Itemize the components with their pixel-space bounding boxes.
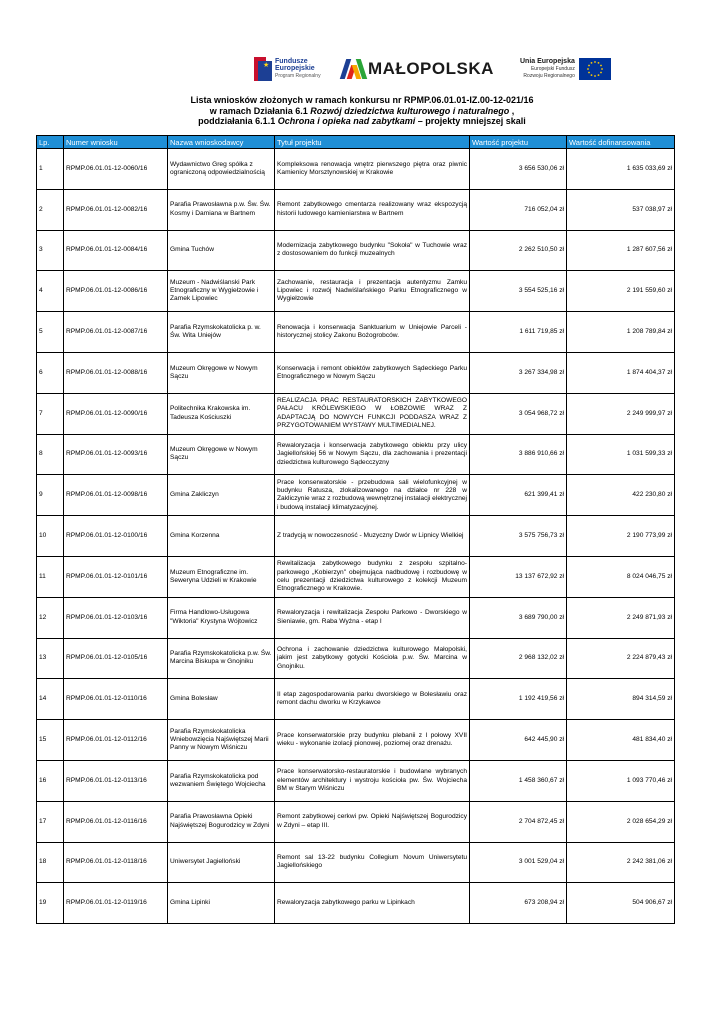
cell-lp: 10: [37, 516, 64, 557]
cell-tytul-projektu: Prace konserwatorsko-restauratorskie i budowlane wybranych elementów architektury i wystroju kościoła pw. Św. Wojciecha BM w Starym Wiśniczu: [275, 760, 470, 801]
cell-tytul-projektu: Remont sal 13-22 budynku Collegium Novum Uniwersytetu Jagiellońskiego: [275, 842, 470, 883]
ue-line3: Rozwoju Regionalnego: [523, 72, 575, 79]
cell-tytul-projektu: Z tradycją w nowoczesność - Muzyczny Dwór w Lipnicy Wielkiej: [275, 516, 470, 557]
cell-wartosc-dofinansowania: 1 287 607,56 zł: [567, 230, 675, 271]
table-header-row: [37, 136, 675, 149]
cell-wnioskodawca: Muzeum - Nadwiślanski Park Etnograficzny w Wygiełzowie i Zamek Lipowiec: [168, 271, 275, 312]
cell-wnioskodawca: Muzeum Okręgowe w Nowym Sączu: [168, 352, 275, 393]
cell-lp: 17: [37, 801, 64, 842]
table-row: [37, 475, 675, 516]
cell-lp: 6: [37, 352, 64, 393]
cell-wartosc-projektu: 3 054 968,72 zł: [470, 393, 567, 434]
fe-line2: Europejskie: [275, 65, 315, 73]
cell-wartosc-projektu: 1 192 419,56 zł: [470, 679, 567, 720]
cell-wartosc-dofinansowania: 1 635 033,69 zł: [567, 149, 675, 190]
cell-numer-wniosku: RPMP.06.01.01-12-0084/16: [64, 230, 168, 271]
cell-tytul-projektu: Kompleksowa renowacja wnętrz pierwszego piętra oraz piwnic Kamienicy Morsztynowskiej w Krakowie: [275, 149, 470, 190]
cell-tytul-projektu: Modernizacja zabytkowego budynku "Sokoła" w Tuchowie wraz z dostosowaniem do funkcji muzealnych: [275, 230, 470, 271]
malopolska-logo: [342, 56, 494, 82]
table-row: [37, 883, 675, 924]
table-row: [37, 720, 675, 761]
cell-wnioskodawca: Firma Handlowo-Usługowa "Wiktoria" Krystyna Wójtowicz: [168, 597, 275, 638]
cell-wartosc-dofinansowania: 2 249 999,97 zł: [567, 393, 675, 434]
cell-wnioskodawca: Gmina Korzenna: [168, 516, 275, 557]
table-row: [37, 434, 675, 475]
cell-numer-wniosku: RPMP.06.01.01-12-0105/16: [64, 638, 168, 679]
cell-wartosc-dofinansowania: 1 093 770,46 zł: [567, 760, 675, 801]
cell-numer-wniosku: RPMP.06.01.01-12-0101/16: [64, 556, 168, 597]
table-row: [37, 842, 675, 883]
malopolska-text: MAŁOPOLSKA: [368, 59, 494, 78]
cell-wartosc-projektu: 2 968 132,02 zł: [470, 638, 567, 679]
cell-wartosc-dofinansowania: 2 028 654,29 zł: [567, 801, 675, 842]
table-row: [37, 352, 675, 393]
cell-wartosc-projektu: 3 575 756,73 zł: [470, 516, 567, 557]
fundusze-europejskie-logo: [254, 54, 321, 84]
table-row: [37, 801, 675, 842]
cell-lp: 8: [37, 434, 64, 475]
cell-lp: 18: [37, 842, 64, 883]
cell-wartosc-projektu: 642 445,90 zł: [470, 720, 567, 761]
cell-numer-wniosku: RPMP.06.01.01-12-0103/16: [64, 597, 168, 638]
cell-numer-wniosku: RPMP.06.01.01-12-0087/16: [64, 312, 168, 353]
cell-wnioskodawca: Parafia Rzymskokatolicka p.w. Św. Marcina Biskupa w Gnojniku: [168, 638, 275, 679]
cell-wnioskodawca: Gmina Bolesław: [168, 679, 275, 720]
cell-wartosc-projektu: 2 262 510,50 zł: [470, 230, 567, 271]
cell-numer-wniosku: RPMP.06.01.01-12-0119/16: [64, 883, 168, 924]
cell-lp: 14: [37, 679, 64, 720]
cell-wnioskodawca: Parafia Prawosławna p.w. Św. Św. Kosmy i Damiana w Bartnem: [168, 189, 275, 230]
cell-numer-wniosku: RPMP.06.01.01-12-0093/16: [64, 434, 168, 475]
cell-lp: 13: [37, 638, 64, 679]
cell-tytul-projektu: Remont zabytkowej cerkwi pw. Opieki Najświętszej Bogurodzicy w Zdyni – etap III.: [275, 801, 470, 842]
header-wartosc-dofinansowania: Wartość dofinansowania: [567, 136, 675, 149]
eu-flag-icon: [579, 58, 611, 80]
table-row: [37, 760, 675, 801]
cell-wartosc-dofinansowania: 537 038,97 zł: [567, 189, 675, 230]
cell-tytul-projektu: Rewaloryzacja zabytkowego parku w Lipinkach: [275, 883, 470, 924]
cell-wartosc-projektu: 3 267 334,98 zł: [470, 352, 567, 393]
cell-wartosc-dofinansowania: 504 906,67 zł: [567, 883, 675, 924]
table-row: [37, 516, 675, 557]
cell-wartosc-projektu: 3 656 530,06 zł: [470, 149, 567, 190]
cell-lp: 15: [37, 720, 64, 761]
cell-tytul-projektu: Rewaloryzacja i konserwacja zabytkowego obiektu przy ulicy Jagiellońskiej 56 w Nowym Sączu, dla zachowania i prezentacji dziedzictwa kulturowego Sądecczyzny: [275, 434, 470, 475]
cell-wartosc-dofinansowania: 2 242 381,06 zł: [567, 842, 675, 883]
cell-tytul-projektu: II etap zagospodarowania parku dworskiego w Bolesławiu oraz remont dachu dworku w Krzykawce: [275, 679, 470, 720]
cell-wartosc-projektu: 621 399,41 zł: [470, 475, 567, 516]
cell-tytul-projektu: Rewitalizacja zabytkowego budynku z zespołu szpitalno-parkowego „Kobierzyn" obejmująca nadbudowę i rozbudowę w celu prezentacji dziedzictwa kulturowego z kolekcji Muzeum Etnograficznego w Krakowie.: [275, 556, 470, 597]
header-numer-wniosku: Numer wniosku: [64, 136, 168, 149]
document-heading: [150, 95, 574, 127]
cell-lp: 1: [37, 149, 64, 190]
cell-wnioskodawca: Parafia Rzymskokatolicka Wniebowzięcia Najświętszej Marii Panny w Nowym Wiśniczu: [168, 720, 275, 761]
table-row: [37, 556, 675, 597]
cell-wartosc-projektu: 2 704 872,45 zł: [470, 801, 567, 842]
table-row: [37, 312, 675, 353]
cell-wartosc-projektu: 1 458 360,67 zł: [470, 760, 567, 801]
cell-lp: 16: [37, 760, 64, 801]
ue-line1: Unia Europejska: [520, 57, 575, 65]
cell-lp: 4: [37, 271, 64, 312]
unia-europejska-logo: [520, 55, 611, 83]
applications-table: [36, 135, 675, 924]
cell-numer-wniosku: RPMP.06.01.01-12-0112/16: [64, 720, 168, 761]
malopolska-m-icon: [342, 59, 364, 79]
table-row: [37, 638, 675, 679]
cell-wnioskodawca: Gmina Zakliczyn: [168, 475, 275, 516]
heading-line2: w ramach Działania 6.1 Rozwój dziedzictwa kulturowego i naturalnego ,: [209, 105, 515, 116]
table-row: [37, 230, 675, 271]
cell-wartosc-projektu: 673 208,94 zł: [470, 883, 567, 924]
table-row: [37, 189, 675, 230]
cell-wnioskodawca: Muzeum Okręgowe w Nowym Sączu: [168, 434, 275, 475]
table-row: [37, 149, 675, 190]
cell-numer-wniosku: RPMP.06.01.01-12-0086/16: [64, 271, 168, 312]
cell-numer-wniosku: RPMP.06.01.01-12-0100/16: [64, 516, 168, 557]
cell-wnioskodawca: Uniwersytet Jagielloński: [168, 842, 275, 883]
cell-numer-wniosku: RPMP.06.01.01-12-0090/16: [64, 393, 168, 434]
cell-wartosc-projektu: 3 886 910,66 zł: [470, 434, 567, 475]
cell-wartosc-dofinansowania: 894 314,59 zł: [567, 679, 675, 720]
cell-wartosc-dofinansowania: 1 208 789,84 zł: [567, 312, 675, 353]
cell-numer-wniosku: RPMP.06.01.01-12-0113/16: [64, 760, 168, 801]
cell-numer-wniosku: RPMP.06.01.01-12-0098/16: [64, 475, 168, 516]
fe-line3: Program Regionalny: [275, 72, 321, 79]
cell-numer-wniosku: RPMP.06.01.01-12-0118/16: [64, 842, 168, 883]
cell-wartosc-projektu: 3 001 529,04 zł: [470, 842, 567, 883]
heading-line3: poddziałania 6.1.1 Ochrona i opieka nad zabytkami – projekty mniejszej skali: [198, 116, 526, 126]
cell-numer-wniosku: RPMP.06.01.01-12-0082/16: [64, 189, 168, 230]
cell-wnioskodawca: Wydawnictwo Greg spółka z ograniczoną odpowiedzialnością: [168, 149, 275, 190]
cell-tytul-projektu: Konserwacja i remont obiektów zabytkowych Sądeckiego Parku Etnograficznego w Nowym Sączu: [275, 352, 470, 393]
cell-wartosc-projektu: 3 689 790,00 zł: [470, 597, 567, 638]
header-lp: Lp.: [37, 136, 64, 149]
cell-wartosc-dofinansowania: 422 230,80 zł: [567, 475, 675, 516]
table-row: [37, 393, 675, 434]
table-row: [37, 679, 675, 720]
cell-lp: 2: [37, 189, 64, 230]
cell-numer-wniosku: RPMP.06.01.01-12-0088/16: [64, 352, 168, 393]
cell-wartosc-dofinansowania: 2 249 871,93 zł: [567, 597, 675, 638]
header-wartosc-projektu: Wartość projektu: [470, 136, 567, 149]
cell-wartosc-projektu: 1 611 719,85 zł: [470, 312, 567, 353]
cell-wartosc-dofinansowania: 1 031 599,33 zł: [567, 434, 675, 475]
heading-line1: Lista wniosków złożonych w ramach konkursu nr RPMP.06.01.01-IZ.00-12-021/16: [190, 95, 534, 105]
fe-flag-icon: ★: [254, 57, 272, 81]
cell-wartosc-dofinansowania: 481 834,40 zł: [567, 720, 675, 761]
fe-line1: Fundusze: [275, 57, 308, 65]
ue-line2: Europejski Fundusz: [530, 66, 575, 73]
cell-wnioskodawca: Muzeum Etnograficzne im. Seweryna Udzieli w Krakowie: [168, 556, 275, 597]
cell-lp: 9: [37, 475, 64, 516]
cell-tytul-projektu: Remont zabytkowego cmentarza realizowany wraz ekspozycją historii ludowego kamieniarstwa w Bartnem: [275, 189, 470, 230]
cell-wartosc-dofinansowania: 2 224 879,43 zł: [567, 638, 675, 679]
cell-wartosc-dofinansowania: 2 190 773,99 zł: [567, 516, 675, 557]
cell-tytul-projektu: Zachowanie, restauracja i prezentacja autentyzmu Zamku Lipowiec i rozwój Nadwiślańskiego Parku Etnograficznego w Wygiełzowie: [275, 271, 470, 312]
cell-lp: 3: [37, 230, 64, 271]
cell-wartosc-projektu: 3 554 525,16 zł: [470, 271, 567, 312]
logo-bar: [0, 50, 724, 88]
cell-wartosc-dofinansowania: 8 024 046,75 zł: [567, 556, 675, 597]
cell-wnioskodawca: Parafia Rzymskokatolicka pod wezwaniem Świętego Wojciecha: [168, 760, 275, 801]
cell-lp: 19: [37, 883, 64, 924]
cell-wartosc-projektu: 13 137 672,92 zł: [470, 556, 567, 597]
header-tytul-projektu: Tytuł projektu: [275, 136, 470, 149]
cell-tytul-projektu: Prace konserwatorskie - przebudowa sali wielofunkcyjnej w budynku Ratusza, zlokalizowanego na działce nr 228 w Zakliczynie wraz z rozbudową wewnętrznej instalacji elektrycznej i budową instalacji klimatyzacyjnej.: [275, 475, 470, 516]
cell-tytul-projektu: Prace konserwatorskie przy budynku plebanii z I połowy XVII wieku - wykonanie izolacji pionowej, poziomej oraz drenażu.: [275, 720, 470, 761]
cell-wnioskodawca: Parafia Rzymskokatolicka p. w. Św. Wita Uniejów: [168, 312, 275, 353]
cell-tytul-projektu: REALIZACJA PRAC RESTAURATORSKICH ZABYTKOWEGO PAŁACU KRÓLEWSKIEGO W ŁOBZOWIE WRAZ Z ADAPTACJĄ DO NOWYCH FUNKCJI PODDASZA WRAZ Z PRZYGOTOWANIEM WYSTAWY MULTIMEDIALNEJ.: [275, 393, 470, 434]
table-row: [37, 597, 675, 638]
cell-lp: 7: [37, 393, 64, 434]
table-row: [37, 271, 675, 312]
cell-wartosc-projektu: 716 052,04 zł: [470, 189, 567, 230]
cell-wartosc-dofinansowania: 1 874 404,37 zł: [567, 352, 675, 393]
cell-lp: 5: [37, 312, 64, 353]
cell-numer-wniosku: RPMP.06.01.01-12-0116/16: [64, 801, 168, 842]
cell-lp: 12: [37, 597, 64, 638]
cell-wnioskodawca: Politechnika Krakowska im. Tadeusza Kościuszki: [168, 393, 275, 434]
cell-tytul-projektu: Rewaloryzacja i rewitalizacja Zespołu Parkowo - Dworskiego w Sieniawie, gm. Raba Wyżna - etap I: [275, 597, 470, 638]
cell-lp: 11: [37, 556, 64, 597]
cell-wnioskodawca: Gmina Lipinki: [168, 883, 275, 924]
cell-wartosc-dofinansowania: 2 191 559,60 zł: [567, 271, 675, 312]
cell-numer-wniosku: RPMP.06.01.01-12-0060/16: [64, 149, 168, 190]
cell-wnioskodawca: Gmina Tuchów: [168, 230, 275, 271]
header-nazwa-wnioskodawcy: Nazwa wnioskodawcy: [168, 136, 275, 149]
cell-tytul-projektu: Renowacja i konserwacja Sanktuarium w Uniejowie Parceli - historycznej stolicy Zakonu Bożogrobców.: [275, 312, 470, 353]
cell-tytul-projektu: Ochrona i zachowanie dziedzictwa kulturowego Małopolski, jakim jest zabytkowy gotycki Kościoła p.w. Św. Marcina w Gnojniku.: [275, 638, 470, 679]
cell-numer-wniosku: RPMP.06.01.01-12-0110/16: [64, 679, 168, 720]
cell-wnioskodawca: Parafia Prawosławna Opieki Najświętszej Bogurodzicy w Zdyni: [168, 801, 275, 842]
